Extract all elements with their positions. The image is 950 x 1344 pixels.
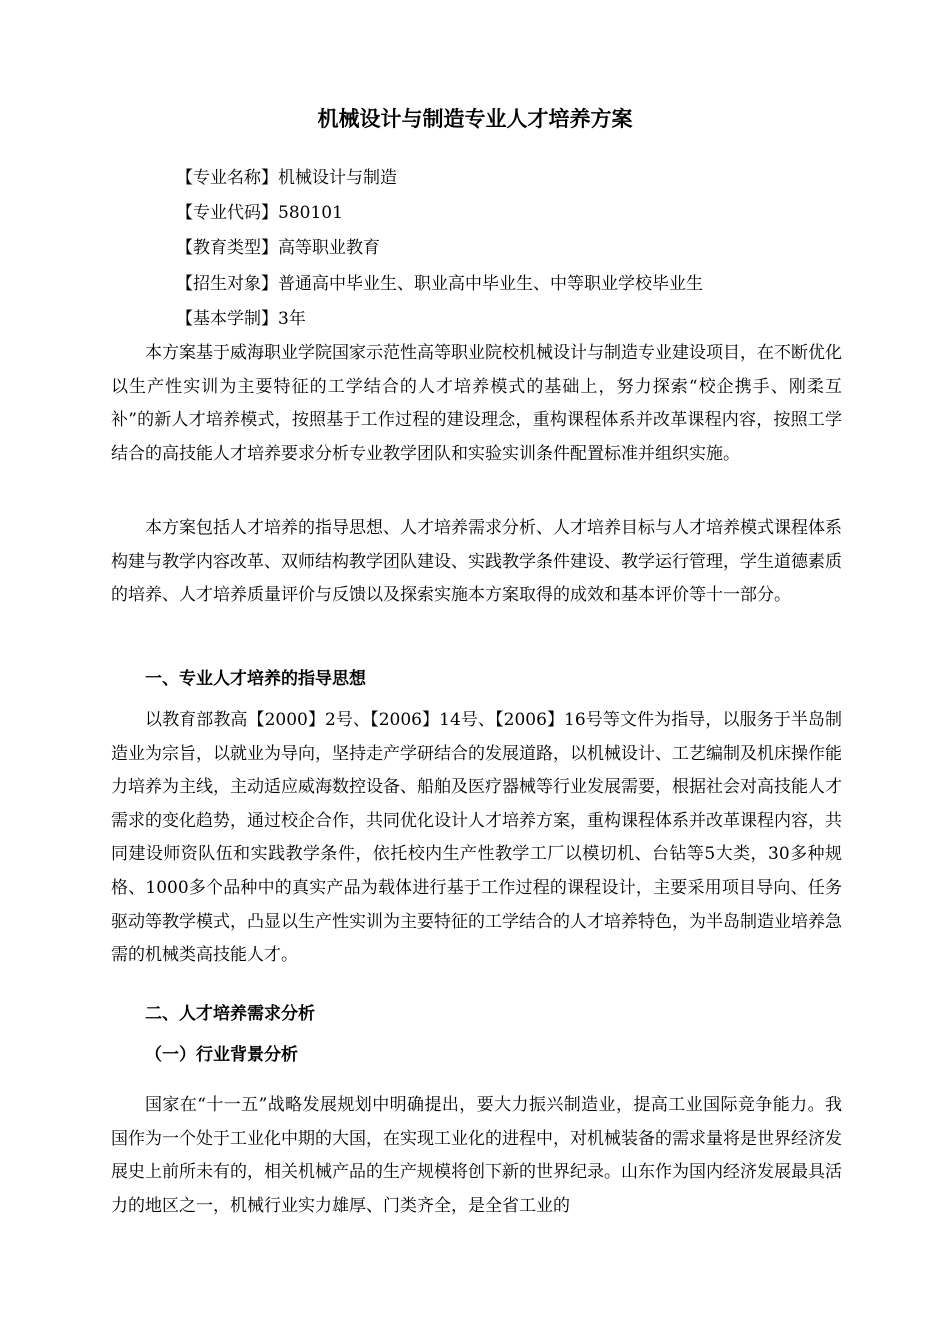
subsection-heading-industry-background: （一）行业背景分析 bbox=[145, 1045, 298, 1065]
meta-program-name: 【专业名称】机械设计与制造 bbox=[176, 168, 397, 188]
intro-paragraph-2: 本方案包括人才培养的指导思想、人才培养需求分析、人才培养目标与人才培养模式课程体系构建与教学内容改革、双师结构教学团队建设、实践教学条件建设、教学运行管理，学生道德素质的培养、人才培养质量评价与反馈以及探索实施本方案取得的成效和基本评价等十一部分。 bbox=[111, 518, 842, 606]
meta-program-code: 【专业代码】580101 bbox=[176, 203, 343, 223]
document-title: 机械设计与制造专业人才培养方案 bbox=[317, 107, 633, 131]
subsection1-paragraph: 国家在“十一五”战略发展规划中明确提出，要大力振兴制造业，提高工业国际竞争能力。我国作为一个处于工业化中期的大国，在实现工业化的进程中，对机械装备的需求量将是世界经济发展史上前所未有的，相关机械产品的生产规模将创下新的世界纪录。山东作为国内经济发展最具活力的地区之一，机械行业实力雄厚、门类齐全，是全省工业的 bbox=[111, 1095, 842, 1216]
meta-education-type: 【教育类型】高等职业教育 bbox=[176, 238, 380, 258]
intro-paragraph-1: 本方案基于威海职业学院国家示范性高等职业院校机械设计与制造专业建设项目，在不断优化以生产性实训为主要特征的工学结合的人才培养模式的基础上，努力探索“校企携手、刚柔互补”的新人才培养模式，按照基于工作过程的建设理念，重构课程体系并改革课程内容，按照工学结合的高技能人才培养要求分析专业教学团队和实验实训条件配置标准并组织实施。 bbox=[111, 343, 842, 464]
section-heading-demand-analysis: 二、人才培养需求分析 bbox=[145, 1004, 315, 1024]
meta-enrollment-target: 【招生对象】普通高中毕业生、职业高中毕业生、中等职业学校毕业生 bbox=[176, 274, 703, 294]
section-heading-guiding-ideology: 一、专业人才培养的指导思想 bbox=[145, 669, 366, 689]
meta-duration: 【基本学制】3年 bbox=[176, 309, 306, 329]
section1-paragraph: 以教育部教高【2000】2号、【2006】14号、【2006】16号等文件为指导，以服务于半岛制造业为宗旨，以就业为导向，坚持走产学研结合的发展道路，以机械设计、工艺编制及机床操作能力培养为主线，主动适应威海数控设备、船舶及医疗器械等行业发展需要，根据社会对高技能人才需求的变化趋势，通过校企合作，共同优化设计人才培养方案，重构课程体系并改革课程内容，共同建设师资队伍和实践教学条件，依托校内生产性教学工厂以模切机、台钻等5大类，30多种规格、1000多个品种中的真实产品为载体进行基于工作过程的课程设计，主要采用项目导向、任务驱动等教学模式，凸显以生产性实训为主要特征的工学结合的人才培养特色，为半岛制造业培养急需的机械类高技能人才。 bbox=[111, 710, 842, 966]
